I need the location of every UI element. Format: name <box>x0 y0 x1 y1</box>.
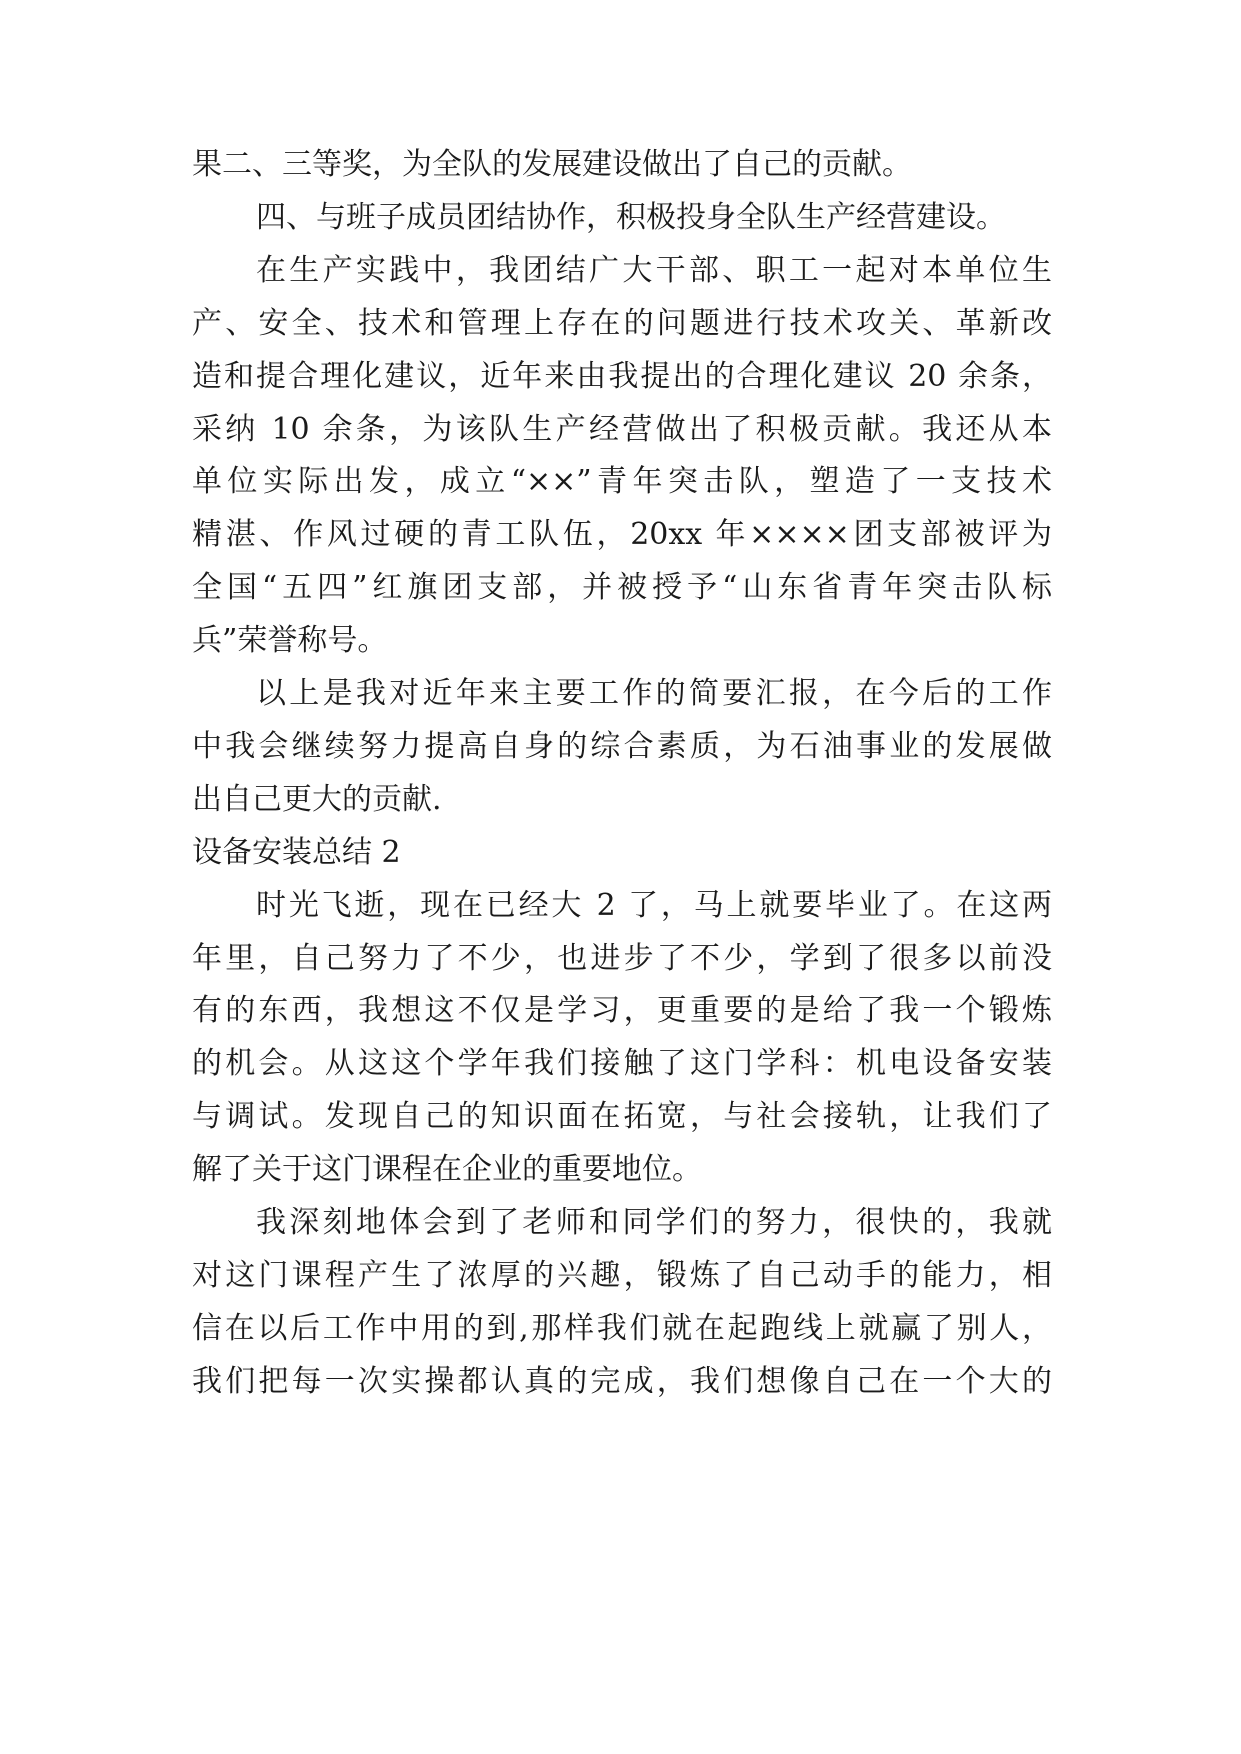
text-line: 年里，自己努力了不少，也进步了不少，学到了很多以前没 <box>192 941 1052 976</box>
text-line: 以上是我对近年来主要工作的简要汇报，在今后的工作 <box>256 676 1052 711</box>
text-line: 我们把每一次实操都认真的完成，我们想像自己在一个大的 <box>192 1364 1052 1399</box>
text-line: 中我会继续努力提高自身的综合素质，为石油事业的发展做 <box>192 729 1052 764</box>
text-line: 与调试。发现自己的知识面在拓宽，与社会接轨，让我们了 <box>192 1099 1052 1134</box>
text-line: 精湛、作风过硬的青工队伍，20xx 年××××团支部被评为 <box>192 517 1052 552</box>
text-line: 采纳 10 余条，为该队生产经营做出了积极贡献。我还从本 <box>192 412 1052 447</box>
text-line: 信在以后工作中用的到,那样我们就在起跑线上就赢了别人， <box>192 1311 1052 1346</box>
text-line: 产、安全、技术和管理上存在的问题进行技术攻关、革新改 <box>192 306 1052 341</box>
text-line: 果二、三等奖，为全队的发展建设做出了自己的贡献。 <box>192 147 912 182</box>
text-line: 全国“五四”红旗团支部，并被授予“山东省青年突击队标 <box>192 570 1052 605</box>
section-heading: 设备安装总结 2 <box>192 835 401 870</box>
text-line: 解了关于这门课程在企业的重要地位。 <box>192 1152 702 1187</box>
text-line: 兵”荣誉称号。 <box>192 623 388 658</box>
text-line: 四、与班子成员团结协作，积极投身全队生产经营建设。 <box>256 200 1006 235</box>
text-line: 有的东西，我想这不仅是学习，更重要的是给了我一个锻炼 <box>192 993 1052 1028</box>
text-line: 对这门课程产生了浓厚的兴趣，锻炼了自己动手的能力，相 <box>192 1258 1052 1293</box>
text-line: 在生产实践中，我团结广大干部、职工一起对本单位生 <box>256 253 1052 288</box>
text-line: 我深刻地体会到了老师和同学们的努力，很快的，我就 <box>256 1205 1052 1240</box>
text-line: 单位实际出发，成立“××”青年突击队，塑造了一支技术 <box>192 464 1052 499</box>
text-line: 时光飞逝，现在已经大 2 了，马上就要毕业了。在这两 <box>256 888 1052 923</box>
text-line: 出自己更大的贡献. <box>192 782 442 817</box>
text-line: 造和提合理化建议，近年来由我提出的合理化建议 20 余条， <box>192 359 1052 394</box>
text-line: 的机会。从这这个学年我们接触了这门学科：机电设备安装 <box>192 1046 1052 1081</box>
